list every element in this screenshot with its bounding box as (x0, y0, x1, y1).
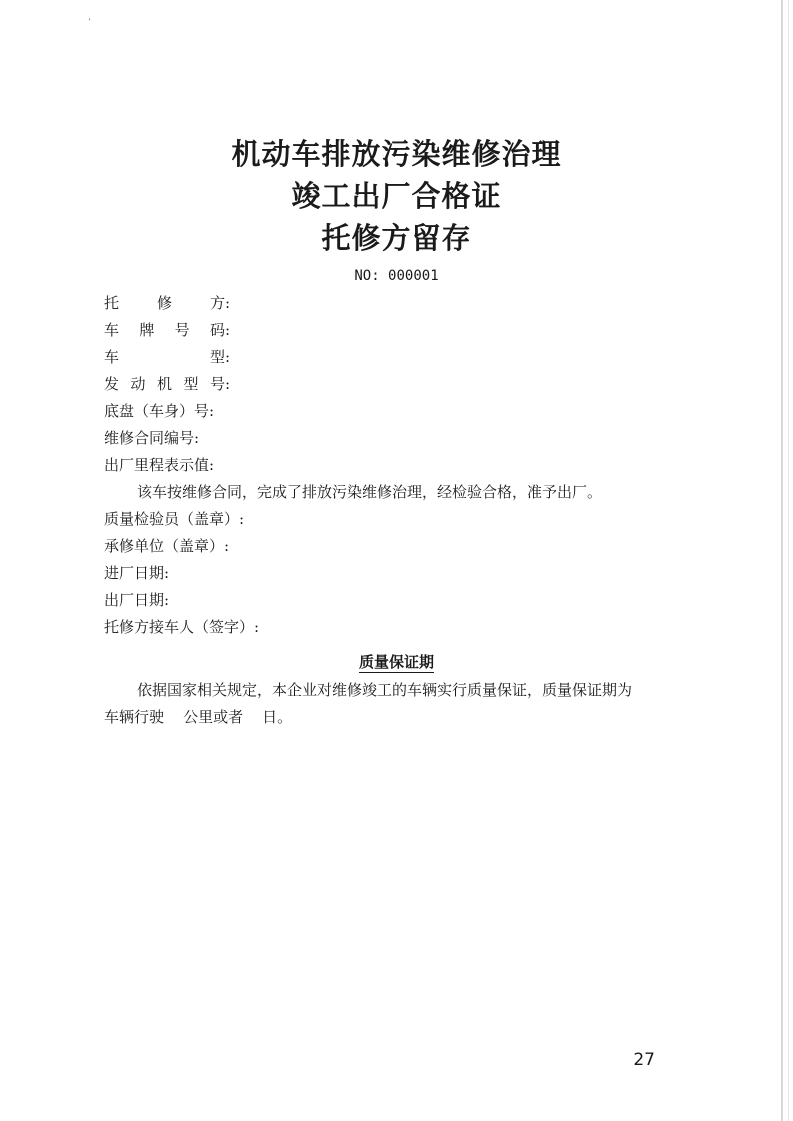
field-plate-char: 牌 (139, 321, 155, 339)
field-plate-char: 号 (174, 321, 190, 339)
warranty-heading (0, 651, 793, 672)
field-entry-date: 进厂日期: (104, 564, 170, 582)
page-number: 27 (633, 1050, 655, 1070)
title-line-1: 机动车排放污染维修治理 (231, 137, 562, 171)
field-vehicle-model (104, 350, 230, 365)
field-engine-char: 动 (130, 375, 146, 393)
field-engine-model (104, 377, 230, 392)
field-odometer: 出厂里程表示值: (104, 456, 215, 474)
warranty-text-line-2: 车辆行驶 公里或者 日。 (104, 708, 293, 726)
field-plate-char: 码: (209, 321, 230, 339)
field-engine-char: 型 (183, 375, 199, 393)
field-receiver-signature: 托修方接车人（签字）: (104, 618, 260, 636)
field-client-char: 托 (104, 294, 120, 312)
field-exit-date: 出厂日期: (104, 591, 170, 609)
field-client (104, 296, 230, 311)
field-model-char: 车 (104, 348, 120, 366)
field-model-char: 型: (209, 348, 230, 366)
field-plate-number (104, 323, 230, 338)
warranty-text-line-1: 依据国家相关规定，本企业对维修竣工的车辆实行质量保证，质量保证期为 (137, 681, 633, 699)
scan-mark: ʼ (88, 18, 91, 28)
field-engine-char: 号: (209, 375, 230, 393)
field-contract-number: 维修合同编号: (104, 429, 200, 447)
field-plate-char: 车 (104, 321, 120, 339)
title-line-3: 托修方留存 (321, 221, 472, 255)
field-inspector-seal: 质量检验员（盖章）: (104, 510, 245, 528)
field-engine-char: 机 (156, 375, 172, 393)
title-line-2: 竣工出厂合格证 (291, 179, 502, 213)
serial-number: NO: 000001 (354, 268, 439, 284)
warranty-heading-text: 质量保证期 (358, 653, 434, 671)
field-client-char: 方: (209, 294, 230, 312)
field-chassis-number: 底盘（车身）号: (104, 402, 215, 420)
field-client-char: 修 (156, 294, 172, 312)
field-repair-unit-seal: 承修单位（盖章）: (104, 537, 230, 555)
statement-text: 该车按维修合同，完成了排放污染维修治理，经检验合格，准予出厂。 (137, 483, 603, 501)
field-engine-char: 发 (104, 375, 120, 393)
